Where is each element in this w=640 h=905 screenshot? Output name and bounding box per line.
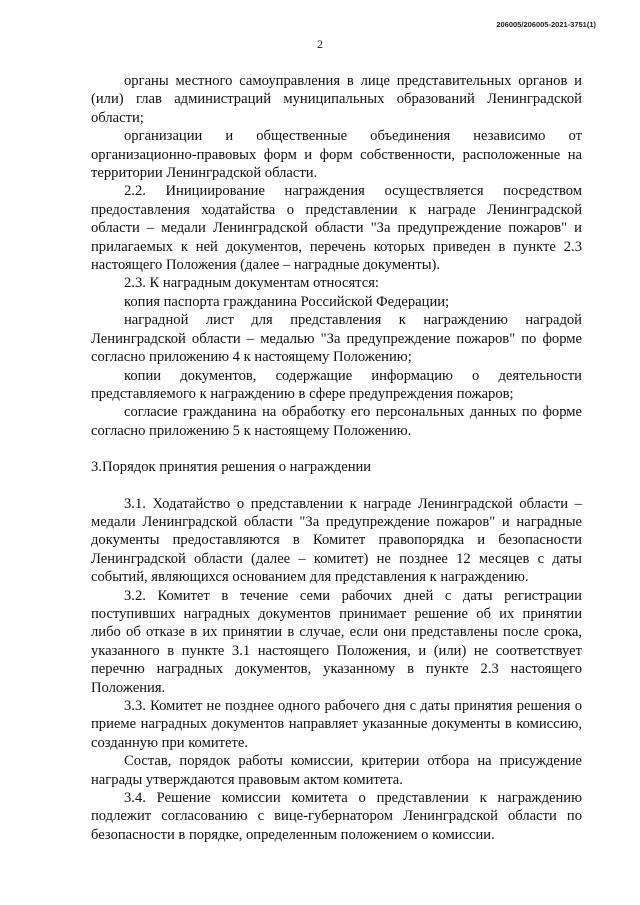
paragraph: организации и общественные объединения независимо от организационно-правовых форм и форм собственности, расположенные на территории Ленинградской области. [91, 128, 582, 182]
paragraph: 3.4. Решение комиссии комитета о представлении к награждению подлежит согласованию с вице-губернатором Ленинградской области по безопасности в порядке, определенным положением о комиссии. [91, 790, 582, 843]
page-number: 2 [317, 37, 323, 51]
paragraph: 3.1. Ходатайство о представлении к награде Ленинградской области – медали Ленинградской области "За предупреждение пожаров" и наградные документы предоставляются в Комитет правопорядка и безопасности Ленинградской области (далее – комитет) не позднее 12 месяцев с даты событий, являющихся основанием для представления к награждению. [91, 495, 582, 586]
paragraph: органы местного самоуправления в лице представительных органов и (или) глав администраций муниципальных образований Ленинградской области; [91, 73, 582, 126]
paragraph: 2.3. К наградным документам относятся: [124, 275, 379, 292]
paragraph: копия паспорта гражданина Российской Федерации; [124, 293, 450, 310]
paragraph: 2.2. Инициирование награждения осуществляется посредством предоставления ходатайства о представлении к награде Ленинградской области – медали Ленинградской области "За предупреждение пожаров" и прилагаемых к ней документов, перечень которых приведен в пункте 2.3 настоящего Положения (далее – наградные документы). [91, 183, 582, 274]
spacer [91, 477, 582, 495]
paragraph: копии документов, содержащие информацию о деятельности представляемого к награждению в сфере предупреждения пожаров; [91, 367, 582, 402]
paragraph: Состав, порядок работы комиссии, критерии отбора на присуждение награды утверждаются правовым актом комитета. [91, 753, 582, 788]
paragraph: согласие гражданина на обработку его персональных данных по форме согласно приложению 5 к настоящему Положению. [91, 404, 582, 439]
paragraph: 3.3. Комитет не позднее одного рабочего дня с даты принятия решения о приеме наградных документов направляет указанные документы в комиссию, созданную при комитете. [91, 698, 582, 751]
paragraph: наградной лист для представления к награждению наградой Ленинградской области – медалью "За предупреждение пожаров" по форме согласно приложению 4 к настоящему Положению; [91, 312, 582, 366]
document-id: 206005/206005-2021-3751(1) [496, 20, 596, 29]
spacer [91, 440, 582, 458]
section-heading: 3.Порядок принятия решения о награждении [91, 459, 372, 476]
paragraph: 3.2. Комитет в течение семи рабочих дней с даты регистрации поступивших наградных документов принимает решение об их принятии либо об отказе в их принятии в случае, если они представлены после срока, указанного в пункте 3.1 настоящего Положения, и (или) не соответствует перечню наградных документов, указанному в пункте 2.3 настоящего Положения. [91, 587, 582, 696]
document-body [91, 72, 582, 844]
